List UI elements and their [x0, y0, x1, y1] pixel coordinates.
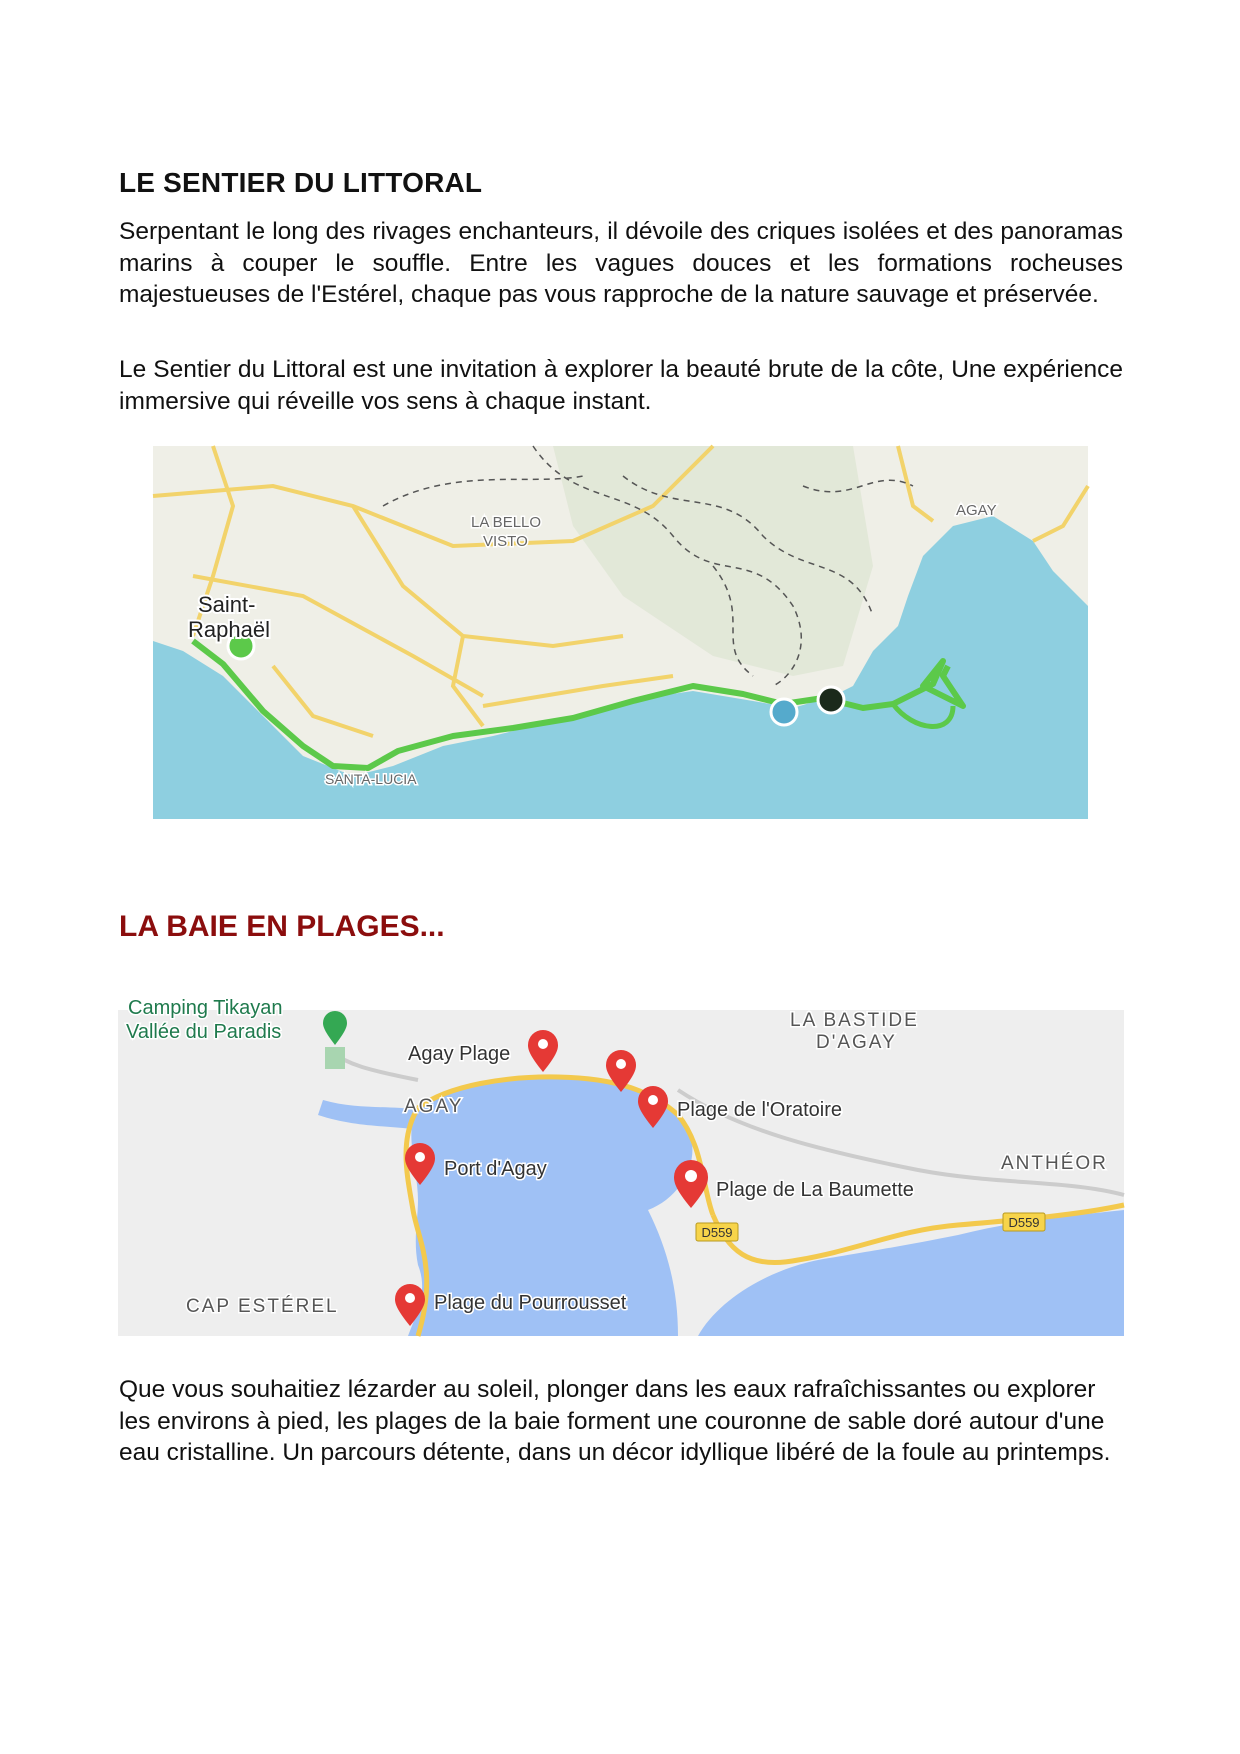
- label-bastide-2: D'AGAY: [816, 1032, 897, 1053]
- beaches-map-canvas: [118, 997, 1124, 1336]
- road-label-1: D559: [701, 1225, 733, 1240]
- trail-waypoint-marker[interactable]: [771, 699, 797, 725]
- label-camping-2: Vallée du Paradis: [126, 1021, 282, 1043]
- label-pourrousset: Plage du Pourrousset: [434, 1292, 627, 1314]
- label-port-agay: Port d'Agay: [444, 1158, 547, 1180]
- road-shield-d559-1: [696, 1223, 738, 1241]
- beaches-map[interactable]: [118, 997, 1124, 1336]
- label-agay: AGAY: [956, 502, 997, 519]
- label-la-bello-2: VISTO: [483, 533, 528, 550]
- label-agay-plage: Agay Plage: [408, 1043, 511, 1065]
- label-bastide-1: LA BASTIDE: [790, 1010, 919, 1031]
- label-antheor: ANTHÉOR: [1001, 1153, 1108, 1174]
- label-la-bello-1: LA BELLO: [471, 514, 542, 531]
- label-camping-1: Camping Tikayan: [128, 997, 283, 1019]
- trail-end-marker[interactable]: [818, 687, 844, 713]
- road-shield-d559-2: [1003, 1213, 1045, 1231]
- section-title-sentier: LE SENTIER DU LITTORAL: [119, 167, 483, 198]
- label-saint-raphael-2: Raphaël: [188, 617, 270, 642]
- label-oratoire: Plage de l'Oratoire: [677, 1099, 843, 1121]
- label-agay-town: AGAY: [404, 1096, 464, 1117]
- label-saint-raphael-1: Saint-: [198, 592, 256, 617]
- section-title-plages: LA BAIE EN PLAGES...: [119, 910, 445, 943]
- paragraph-invitation: Le Sentier du Littoral est une invitation à explorer la beauté brute de la côte, Une expérience immersive qui réveille vos sens à chaque instant.: [119, 356, 1123, 415]
- trail-map-canvas: [153, 446, 1088, 819]
- paragraph-intro: Serpentant le long des rivages enchanteurs, il dévoile des criques isolées et des panoramas marins à couper le souffle. Entre les vagues douces et les formations rocheuses majestueuses de l'Estérel, chaque pas vous rapproche de la nature sauvage et préservée.: [119, 218, 1123, 308]
- label-santa-lucia: SANTA-LUCIA: [325, 771, 417, 787]
- paragraph-beaches: Que vous souhaitiez lézarder au soleil, plonger dans les eaux rafraîchissantes ou explorer les environs à pied, les plages de la baie forment une couronne de sable doré autour d'une eau cristalline. Un parcours détente, dans un décor idyllique libéré de la foule au printemps.: [119, 1376, 1111, 1466]
- trail-map[interactable]: [153, 446, 1088, 819]
- road-label-2: D559: [1008, 1215, 1040, 1230]
- label-baumette: Plage de La Baumette: [716, 1179, 914, 1201]
- label-cap-esterel: CAP ESTÉREL: [186, 1296, 339, 1317]
